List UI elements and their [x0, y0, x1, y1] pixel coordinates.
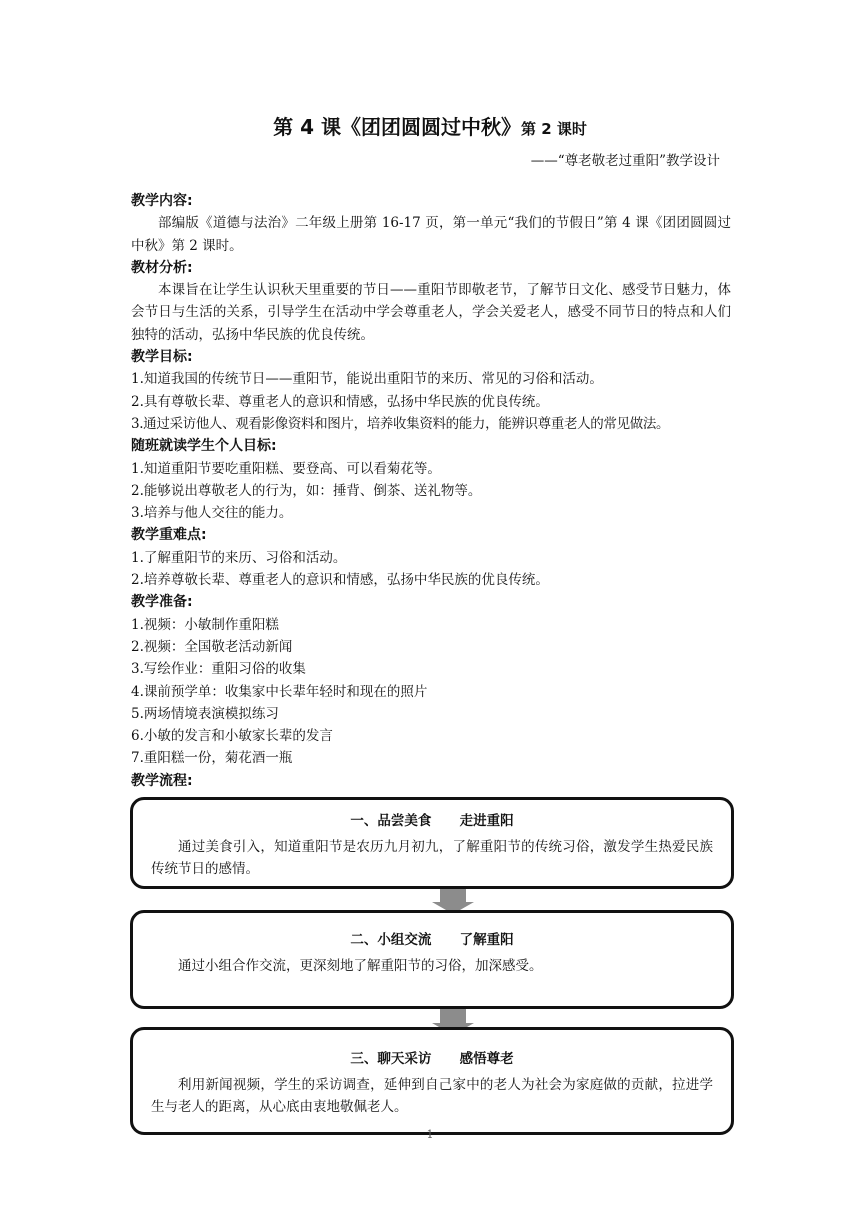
flow-step-2 [130, 910, 734, 1009]
flow-step-1 [130, 797, 734, 889]
preparation-item: 1.视频：小敏制作重阳糕 [131, 616, 279, 633]
page-title [0, 113, 860, 143]
preparation-item: 5.两场情境表演模拟练习 [131, 705, 279, 722]
section-heading-key-points: 教学重难点: [131, 527, 207, 544]
flow-step-title: 三、聊天采访 感悟尊老 [350, 1051, 514, 1067]
preparation-item: 2.视频：全国敬老活动新闻 [131, 638, 293, 655]
section-heading-goals: 教学目标: [131, 349, 193, 366]
document-body [131, 190, 731, 792]
section-heading-analysis: 教材分析: [131, 259, 193, 276]
section-text-content: 部编版《道德与法治》二年级上册第 16-17 页，第一单元“我们的节假日”第 4 课《团团圆圆过中秋》第 2 课时。 [131, 215, 731, 254]
title-lesson-period: 第 2 课时 [520, 120, 587, 138]
page-number: 1 [426, 1128, 434, 1141]
goal-item: 1.知道我国的传统节日——重阳节，能说出重阳节的来历、常见的习俗和活动。 [131, 371, 603, 388]
personal-goal-item: 2.能够说出尊敬老人的行为，如：捶背、倒茶、送礼物等。 [131, 482, 482, 499]
flow-step-body: 通过小组合作交流，更深刻地了解重阳节的习俗，加深感受。 [178, 958, 543, 974]
key-point-item: 2.培养尊敬长辈、尊重老人的意识和情感，弘扬中华民族的优良传统。 [131, 572, 549, 589]
key-point-item: 1.了解重阳节的来历、习俗和活动。 [131, 549, 347, 566]
flow-step-body: 利用新闻视频，学生的采访调查，延伸到自己家中的老人为社会为家庭做的贡献，拉进学生与老人的距离，从心底由衷地敬佩老人。 [151, 1077, 713, 1115]
flow-step-3 [130, 1027, 734, 1135]
preparation-item: 7.重阳糕一份，菊花酒一瓶 [131, 750, 293, 767]
flow-step-title: 二、小组交流 了解重阳 [350, 932, 514, 948]
preparation-item: 4.课前预学单：收集家中长辈年轻时和现在的照片 [131, 683, 428, 700]
goal-item: 3.通过采访他人、观看影像资料和图片，培养收集资料的能力，能辨识尊重老人的常见做法。 [131, 415, 670, 432]
section-heading-personal-goals: 随班就读学生个人目标: [131, 438, 277, 455]
flow-step-body: 通过美食引入，知道重阳节是农历九月初九，了解重阳节的传统习俗，激发学生热爱民族传统节日的感情。 [151, 839, 713, 877]
title-main: 第 4 课《团团圆圆过中秋》 [273, 115, 521, 139]
section-text-analysis: 本课旨在让学生认识秋天里重要的节日——重阳节即敬老节，了解节日文化、感受节日魅力，体会节日与生活的关系，引导学生在活动中学会尊重老人，学会关爱老人，感受不同节日的特点和人们独特的活动，弘扬中华民族的优良传统。 [131, 282, 731, 343]
goal-item: 2.具有尊敬长辈、尊重老人的意识和情感，弘扬中华民族的优良传统。 [131, 393, 549, 410]
personal-goal-item: 1.知道重阳节要吃重阳糕、要登高、可以看菊花等。 [131, 460, 441, 477]
personal-goal-item: 3.培养与他人交往的能力。 [131, 505, 293, 522]
preparation-item: 6.小敏的发言和小敏家长辈的发言 [131, 728, 333, 745]
section-heading-content: 教学内容: [131, 193, 193, 209]
flow-step-title: 一、品尝美食 走进重阳 [350, 813, 514, 829]
section-heading-preparation: 教学准备: [131, 594, 193, 611]
page-subtitle: ——“尊老敬老过重阳”教学设计 [530, 153, 720, 169]
preparation-item: 3.写绘作业：重阳习俗的收集 [131, 661, 306, 678]
section-heading-process: 教学流程: [131, 772, 193, 789]
